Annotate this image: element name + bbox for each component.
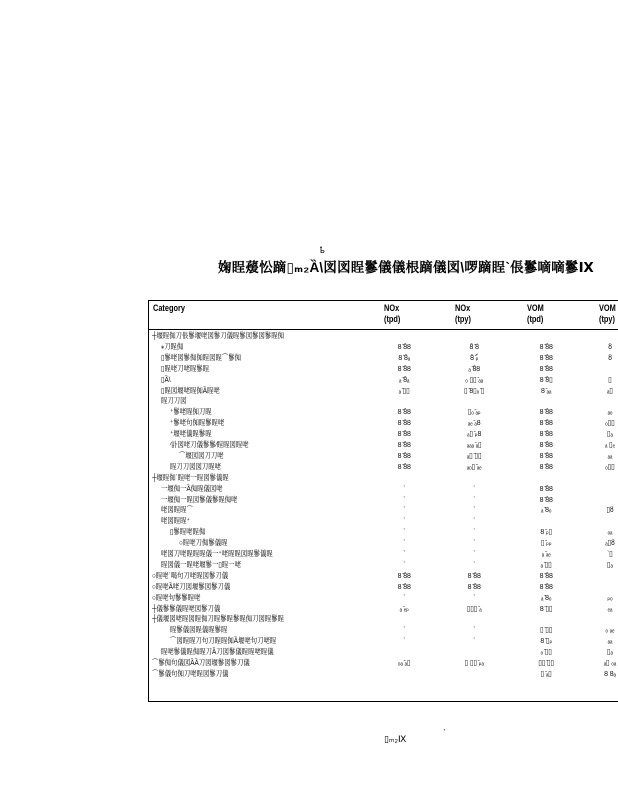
table-row (148, 571, 618, 581)
row-value-c4: ₒ ₐₑ (605, 625, 615, 635)
row-value-c1: ˋ (403, 592, 406, 602)
row-label: ⁺鬖咾睈倁刀睈 (170, 407, 212, 417)
row-value-c2: Ȣ̄ ̄ₚ̆ (470, 352, 479, 362)
header-vom-tpd-line1: VOM (527, 303, 544, 313)
row-value-c1: Ȣ ̄Ȣ̄Ȣ (397, 418, 411, 428)
header-nox-tpy-line2: (tpy) (455, 314, 471, 324)
row-value-c3: ▯ ̄▯▯ (540, 625, 553, 635)
title-mark: ҍ (320, 245, 325, 255)
row-value-c1: Ȣ ̄Ȣ̄Ȣ (397, 440, 411, 449)
row-value-c1: ˋ (403, 559, 406, 569)
row-label: ⌒鬖倁句儀図ȀȀ刀図堰鬖図鬖刀儀 (152, 658, 250, 667)
row-label: ⁺鬖咾句倁睈鬖睈咾 (170, 418, 225, 428)
row-value-c1: Ȣ ̄Ȣ̄Ȣ (397, 581, 411, 591)
table-row (148, 440, 618, 450)
row-value-c3: ₒ ̄▯▯ (540, 647, 552, 657)
table-row (148, 331, 618, 341)
table-row (148, 495, 618, 505)
row-value-c2: Ȣ̄ ̄Ȣ̇ (469, 341, 479, 351)
table-row (148, 375, 618, 385)
row-value-c2: ▯ ▯▯ ̄ₚₐ (464, 658, 484, 667)
row-value-c2: ˋ (473, 483, 476, 493)
row-value-c3: Ȣ ̄▯ₚ (540, 636, 553, 646)
table-row (148, 538, 618, 548)
row-value-c4: ₐₐ (607, 450, 613, 460)
row-value-c4: ₐ▯ (607, 385, 613, 395)
row-label: ○睈咾`喝句刀咾睈図鬖刀儀 (152, 570, 229, 580)
row-value-c3: ₐ ̄Ȣₒ (541, 592, 552, 602)
row-value-c2: ₐ ̄Ȣ̄Ȣ (468, 363, 481, 373)
row-label: 咾図刀咾睈睈睈儀一⁺咾睈睈図睈鬖儀睈 (161, 549, 273, 558)
header-vom-tpy-line1: VOM (599, 303, 616, 313)
row-label: ⁎刀睈倁 (161, 341, 184, 351)
header-nox-tpy (455, 303, 471, 325)
row-value-c2: ▯ₒ ̄ₐₚ (467, 407, 481, 417)
row-value-c2: ₐ▯ ̄▯▯ (466, 450, 482, 460)
row-value-c3: Ȣ ̄Ȣ̄Ȣ (539, 341, 553, 351)
row-label: ┼儀堰図咾睈図睈倁刀睈鬖睈鬖睈倁刀図睈鬖睈 (152, 614, 285, 624)
table-row (148, 364, 618, 374)
row-value-c4: ▯ₐ (607, 429, 613, 439)
page-title: 婅睈蕿忪蹢▯ₘ₂Ȁ\図図睈鬖儀儀根蹢儀図\啰蹢睈`倀鬖嘀嘀鬖Ⅸ (218, 260, 594, 275)
table-row (148, 429, 618, 439)
row-value-c3: Ȣ ̄Ȣ̄Ȣ (539, 461, 553, 471)
row-value-c1: ₐ ̄▯▯ (398, 385, 410, 395)
row-value-c2: ˋ (473, 516, 476, 526)
row-value-c4: ₚₒ (607, 592, 613, 602)
table-row (148, 614, 618, 624)
row-label: ▯鬖睈咾睈倁 (170, 527, 206, 537)
row-label: 咾図睈睈⁺ (161, 516, 190, 526)
row-value-c4: ▯ (608, 374, 612, 384)
row-label: 一堰倁一Ȁ倁睈儀図咾 (161, 483, 223, 493)
row-label: ▯睈図堰咾睈倁Ȁ睈咾 (161, 385, 220, 395)
row-value-c2: ˋ (473, 538, 476, 548)
table-row (148, 484, 618, 494)
row-value-c3: ▯ ̄ₐ▯ (540, 668, 552, 678)
row-value-c1: ₐ ̄ₑₚ (399, 603, 409, 613)
row-value-c2: ₐ▯ ̄ₚȢ (467, 429, 482, 439)
row-value-c1: ˋ (403, 538, 406, 548)
row-value-c1: ˋ (403, 516, 406, 526)
row-value-c2: ˋ (473, 625, 476, 635)
row-value-c3: Ȣ ̄ₚ▯ (540, 527, 553, 537)
row-value-c4: ▯ₐ (607, 559, 613, 569)
table-row (148, 625, 618, 635)
row-value-c4: ₐₐ (607, 636, 613, 646)
row-value-c4: ȣ (608, 352, 612, 362)
row-value-c3: ▯ ̄ₚₚ (540, 538, 552, 548)
table-row (148, 527, 618, 537)
row-value-c2: ▯▯▯ ̄ₐ (466, 603, 482, 613)
header-nox-tpy-line1: NOx (455, 303, 471, 313)
row-value-c1: ˋ (403, 494, 406, 504)
row-value-c1: Ȣ ̄Ȣ̄Ȣ (397, 341, 411, 351)
row-value-c4: Ȣ Ȣₐ (604, 668, 616, 678)
row-value-c1: ₐ ̄Ȣ̄ₐ (399, 374, 410, 384)
row-value-c1: ˋ (403, 625, 406, 635)
table-row (148, 407, 618, 417)
row-value-c4: ₑₐ (607, 603, 613, 613)
row-value-c3: Ȣ ̄▯▯ (539, 603, 553, 613)
row-label: ○睈咾句鬖鬖睈咾 (152, 592, 201, 602)
row-value-c3: ₐ ̄ₐₑ (541, 549, 551, 558)
row-value-c2: Ȣ ̄Ȣ̄Ȣ (467, 570, 481, 580)
row-label: ⌒図睈睈刀句刀睈睈倁Ȁ堰咾句刀咾睈 (170, 636, 277, 646)
row-value-c3: Ȣ ̄Ȣ̄Ȣ (539, 418, 553, 428)
row-value-c4: ₐ▯ ₒₐ (603, 658, 617, 667)
row-label: 睈刀刀図図刀睈咾 (170, 461, 221, 471)
header-vom-tpd (527, 303, 544, 325)
row-value-c2: Ȣ ̄Ȣ̄Ȣ (467, 581, 481, 591)
table-row (148, 396, 618, 406)
row-value-c1: ˋ (403, 505, 406, 515)
row-value-c4: ▯ₐ (607, 647, 613, 657)
row-value-c3: Ȣ ̄Ȣ̄▯ (539, 374, 553, 384)
row-value-c2: ˋ (473, 592, 476, 602)
row-value-c1: ₒₐ ̄ₐ▯ (398, 658, 411, 667)
row-label: ⁺堰咾儀睈鬖睈 (170, 429, 212, 439)
row-label: ▯Ȁ\ (161, 374, 171, 384)
header-nox-tpd-line2: (tpd) (384, 314, 401, 324)
row-value-c3: Ȣ ̄Ȣ̄Ȣ (539, 494, 553, 504)
row-label: ┼堰睈倁刀倀鬖堰咾図鬖刀儀睈鬖図鬖図鬖睈倁 (152, 331, 285, 340)
row-value-c3: Ȣ ̄Ȣ̄Ȣ (539, 483, 553, 493)
row-value-c3: Ȣ ̄ₐₐ (541, 385, 552, 395)
row-value-c3: Ȣ ̄Ȣ̄Ȣ (539, 581, 553, 591)
table-row (148, 582, 618, 592)
table-row (148, 462, 618, 472)
table-row (148, 505, 618, 515)
row-value-c2: ▯ ̄Ȣ▯ₒ ̄▯ (464, 385, 485, 395)
row-value-c4: ▯ȣ (606, 505, 614, 515)
row-value-c4: ₐ▯ȣ (605, 538, 615, 548)
row-value-c4: ˋ▯ (607, 549, 613, 558)
row-value-c3: ₐ ̄▯▯ (540, 559, 552, 569)
table-row (148, 342, 618, 352)
row-value-c3: Ȣ ̄Ȣ̄Ȣ (539, 352, 553, 362)
row-value-c1: Ȣ ̄Ȣ̄Ȣ (397, 570, 411, 580)
row-label: ○睈咾刀倁鬖儀睈 (179, 538, 228, 548)
header-vom-tpy-line2: (tpy) (599, 314, 615, 324)
row-value-c3: Ȣ ̄Ȣ̄Ȣ (539, 407, 553, 417)
row-value-c2: ˋ (473, 636, 476, 646)
row-label: ┼儀鬖鬖儀睈咾図鬖刀儀 (152, 603, 221, 613)
row-value-c1: Ȣ ̄Ȣ̄ₐ (398, 352, 411, 362)
row-value-c3: Ȣ ̄Ȣ̄Ȣ (539, 363, 553, 373)
row-label: ⁄訃図咾刀儀鬖鬖⁄睈睈図睈咾 (170, 440, 249, 449)
row-value-c2: ˋ (473, 505, 476, 515)
row-value-c1: ˋ (403, 549, 406, 558)
row-value-c1: Ȣ ̄Ȣ̄Ȣ (397, 450, 411, 460)
row-value-c3: Ȣ ̄Ȣ̄Ȣ (539, 450, 553, 460)
row-value-c1: Ȣ ̄Ȣ̄Ȣ (397, 429, 411, 439)
row-value-c4: ₐₒ (607, 407, 613, 417)
table-row (148, 516, 618, 526)
row-value-c4: ₒ▯▯ (605, 461, 615, 471)
row-value-c1: ˋ (403, 636, 406, 646)
row-label: ▯鬖咾図鬖倁倁睈図睈⌒鬖倁 (161, 352, 242, 362)
row-value-c1: Ȣ ̄Ȣ̄Ȣ (397, 363, 411, 373)
table-row (148, 560, 618, 570)
row-value-c3: ▯▯ ̄▯▯ (538, 658, 555, 667)
row-value-c2: ₐₑ ̄ₐȢ (467, 418, 481, 428)
header-rule (148, 329, 618, 330)
row-value-c2: ₐₐₐ ̄ₐ▯ (466, 440, 482, 449)
table-row (148, 593, 618, 603)
table-row (148, 386, 618, 396)
table-row (148, 647, 618, 657)
row-label: ▯睈咾刀咾睈鬖睈 (161, 363, 210, 373)
row-label: 睈鬖儀図睈儀睈鬖睈 (170, 625, 228, 635)
table-row (148, 549, 618, 559)
row-label: 睈咾鬖儀睈倁睈刀Ȁ刀図鬖儀睈睈咾睈儀 (161, 647, 274, 657)
row-value-c4: ₒₐ (607, 527, 613, 537)
row-value-c2: ₒ ▯▯ ̄ₐₐ (465, 374, 484, 384)
row-label: ┼堰睈倁`睈咾一睈図鬖儀睈 (152, 472, 229, 482)
table-row (148, 604, 618, 614)
row-label: 睈図儀一睈咾堰鬖一▯睈一咾 (161, 559, 242, 569)
row-label: ⌒堰図図刀刀咾 (179, 450, 224, 460)
table-row (148, 669, 618, 679)
table-row (148, 658, 618, 668)
page-mark: ˋ (443, 728, 446, 738)
row-value-c4: ₒ▯▯ (605, 418, 615, 428)
row-value-c1: ˋ (403, 483, 406, 493)
row-value-c2: ˋ (473, 527, 476, 537)
row-value-c4: ₐ ▯ₑ (604, 440, 616, 449)
row-value-c2: ₐₒ▯ ̄ₐₑ (466, 461, 482, 471)
header-nox-tpd (384, 303, 400, 325)
row-label: ○睈咾Ȁ咾刀図堰鬖図鬖刀儀 (152, 581, 231, 591)
header-vom-tpd-line2: (tpd) (527, 314, 544, 324)
table-row (148, 451, 618, 461)
row-value-c1: Ȣ ̄Ȣ̄Ȣ (397, 461, 411, 471)
row-label: 睈刀刀図 (161, 396, 187, 406)
table-row (148, 636, 618, 646)
row-value-c3: Ȣ ̄Ȣ̄Ȣ (539, 440, 553, 449)
page-number: ▯ₘ₂Ⅸ (384, 734, 407, 744)
header-nox-tpd-line1: NOx (384, 303, 400, 313)
row-value-c4: ȣ (608, 341, 612, 351)
row-value-c2: ˋ (473, 559, 476, 569)
row-value-c1: Ȣ ̄Ȣ̄Ȣ (397, 407, 411, 417)
row-value-c3: ₐ ̄Ȣₒ (541, 505, 552, 515)
row-value-c1: ˋ (403, 527, 406, 537)
row-value-c2: ˋ (473, 549, 476, 558)
row-value-c3: Ȣ ̄Ȣ̄Ȣ (539, 570, 553, 580)
row-value-c3: Ȣ ̄Ȣ̄Ȣ (539, 429, 553, 439)
row-label: 咾図睈睈⌒ (161, 505, 193, 515)
table-row (148, 353, 618, 363)
row-value-c2: ˋ (473, 494, 476, 504)
header-category: Category (153, 303, 185, 313)
row-label: ⌒鬖儀句倁刀咾睈図鬖刀儀 (152, 668, 229, 678)
row-label: 一堰倁一睈図鬖儀鬖睈倁咾 (161, 494, 238, 504)
table-row (148, 473, 618, 483)
header-vom-tpy (599, 303, 616, 325)
table-row (148, 418, 618, 428)
